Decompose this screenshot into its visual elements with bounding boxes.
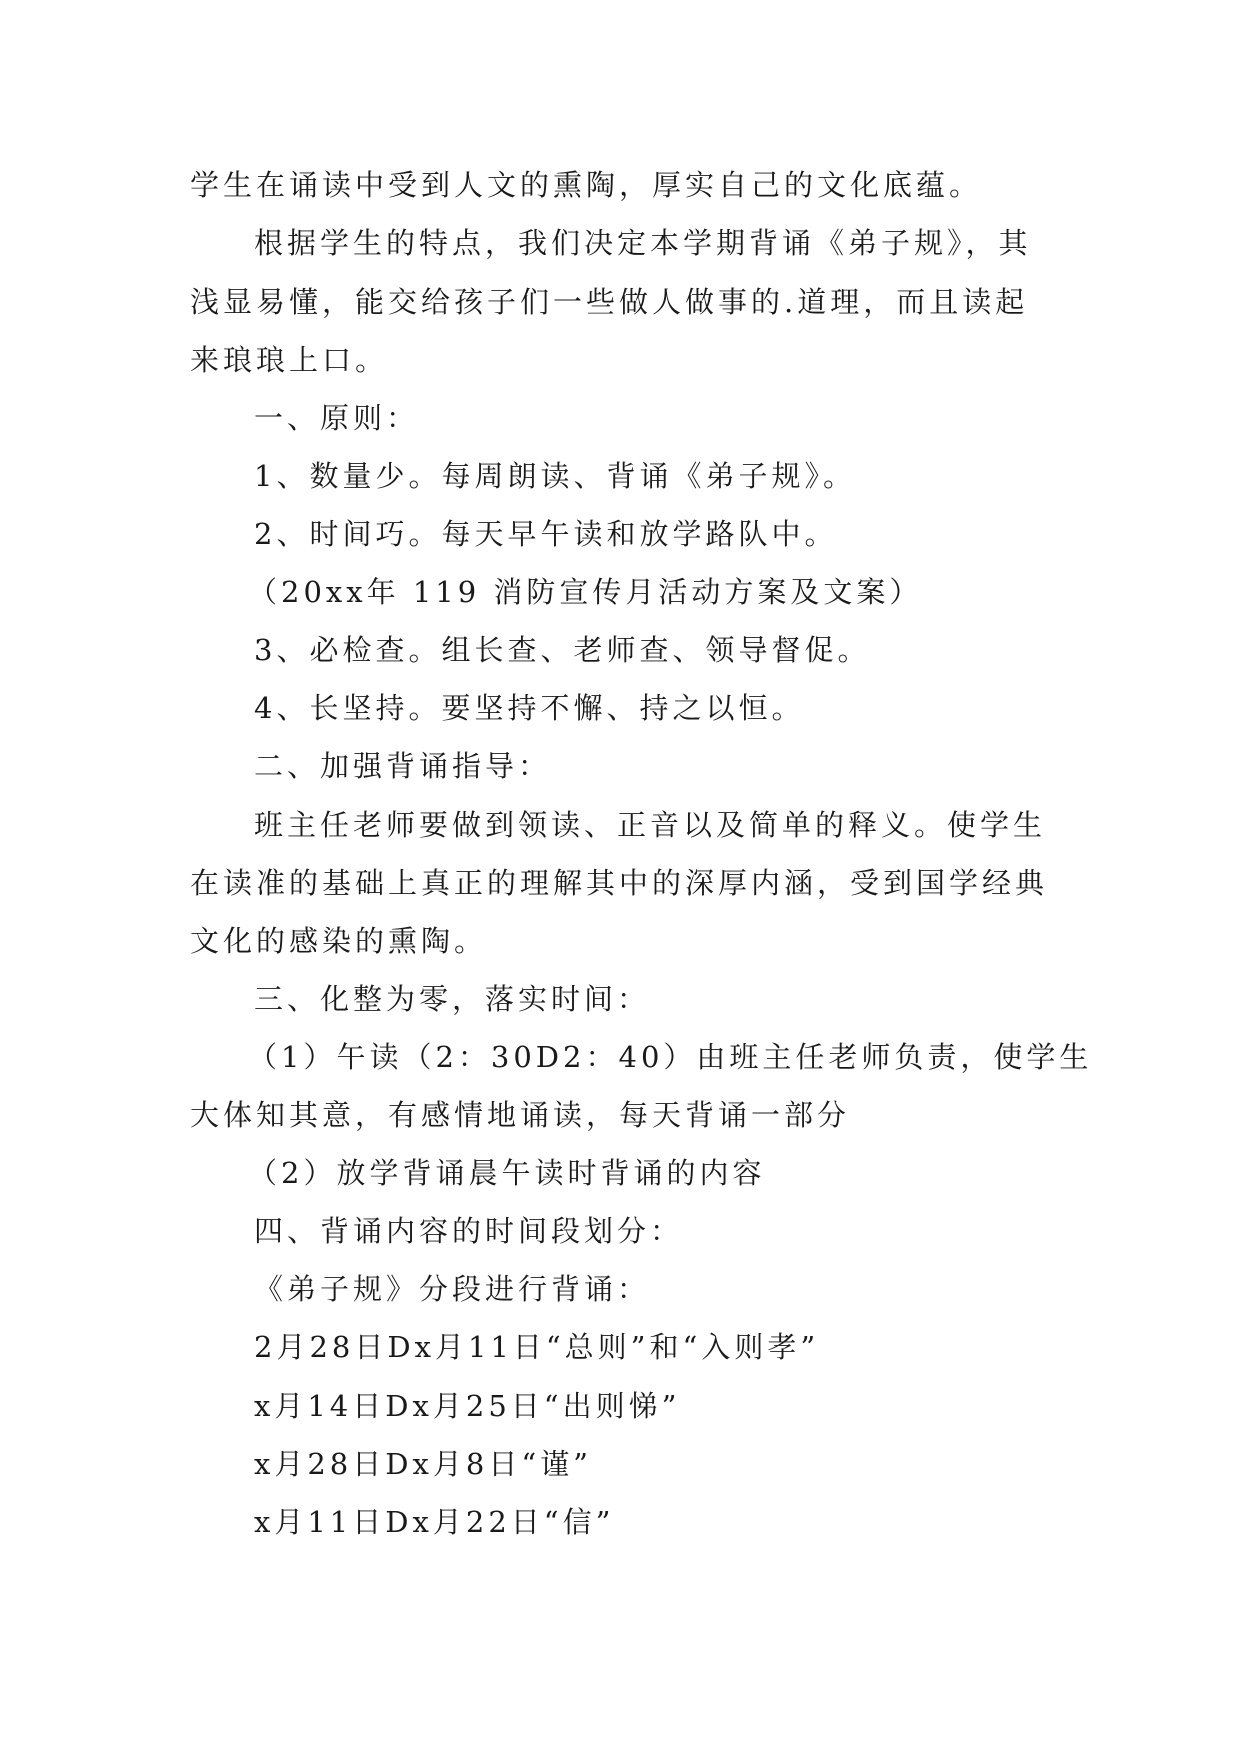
paragraph-line: 在读准的基础上真正的理解其中的深厚内涵，受到国学经典 (190, 866, 1049, 900)
list-item: 4、长坚持。要坚持不懈、持之以恒。 (254, 691, 805, 725)
list-item: 3、必检查。组长查、老师查、领导督促。 (254, 633, 871, 667)
schedule-line: x月11日Dx月22日“信” (254, 1505, 615, 1539)
paragraph-line: 来琅琅上口。 (190, 343, 389, 377)
schedule-line: x月14日Dx月25日“出则悌” (254, 1389, 681, 1423)
paragraph-line: 文化的感染的熏陶。 (190, 924, 488, 958)
list-item: 1、数量少。每周朗读、背诵《弟子规》。 (254, 459, 856, 493)
section-heading: 三、化整为零，落实时间： (254, 982, 651, 1016)
paragraph-line: 根据学生的特点，我们决定本学期背诵《弟子规》，其 (254, 226, 1032, 260)
paragraph-line: 浅显易懂，能交给孩子们一些做人做事的.道理，而且读起 (190, 285, 1029, 319)
paragraph-line: （1）午读（2：30D2：40）由班主任老师负责，使学生 (248, 1040, 1093, 1074)
paragraph-line: （20xx年 119 消防宣传月活动方案及文案） (248, 575, 923, 609)
section-heading: 一、原则： (254, 401, 420, 435)
schedule-line: 2月28日Dx月11日“总则”和“入则孝” (254, 1330, 820, 1364)
paragraph-line: 大体知其意，有感情地诵读，每天背诵一部分 (190, 1098, 851, 1132)
paragraph-line: 班主任老师要做到领读、正音以及简单的释义。使学生 (254, 808, 1047, 842)
paragraph-line: 《弟子规》分段进行背诵： (254, 1272, 651, 1306)
list-item: 2、时间巧。每天早午读和放学路队中。 (254, 517, 838, 551)
paragraph-line: （2）放学背诵晨午读时背诵的内容 (248, 1156, 766, 1190)
paragraph-line: 学生在诵读中受到人文的熏陶，厚实自己的文化底蕴。 (190, 168, 983, 202)
section-heading: 四、背诵内容的时间段划分： (254, 1214, 684, 1248)
schedule-line: x月28日Dx月8日“谨” (254, 1447, 592, 1481)
section-heading: 二、加强背诵指导： (254, 749, 552, 783)
